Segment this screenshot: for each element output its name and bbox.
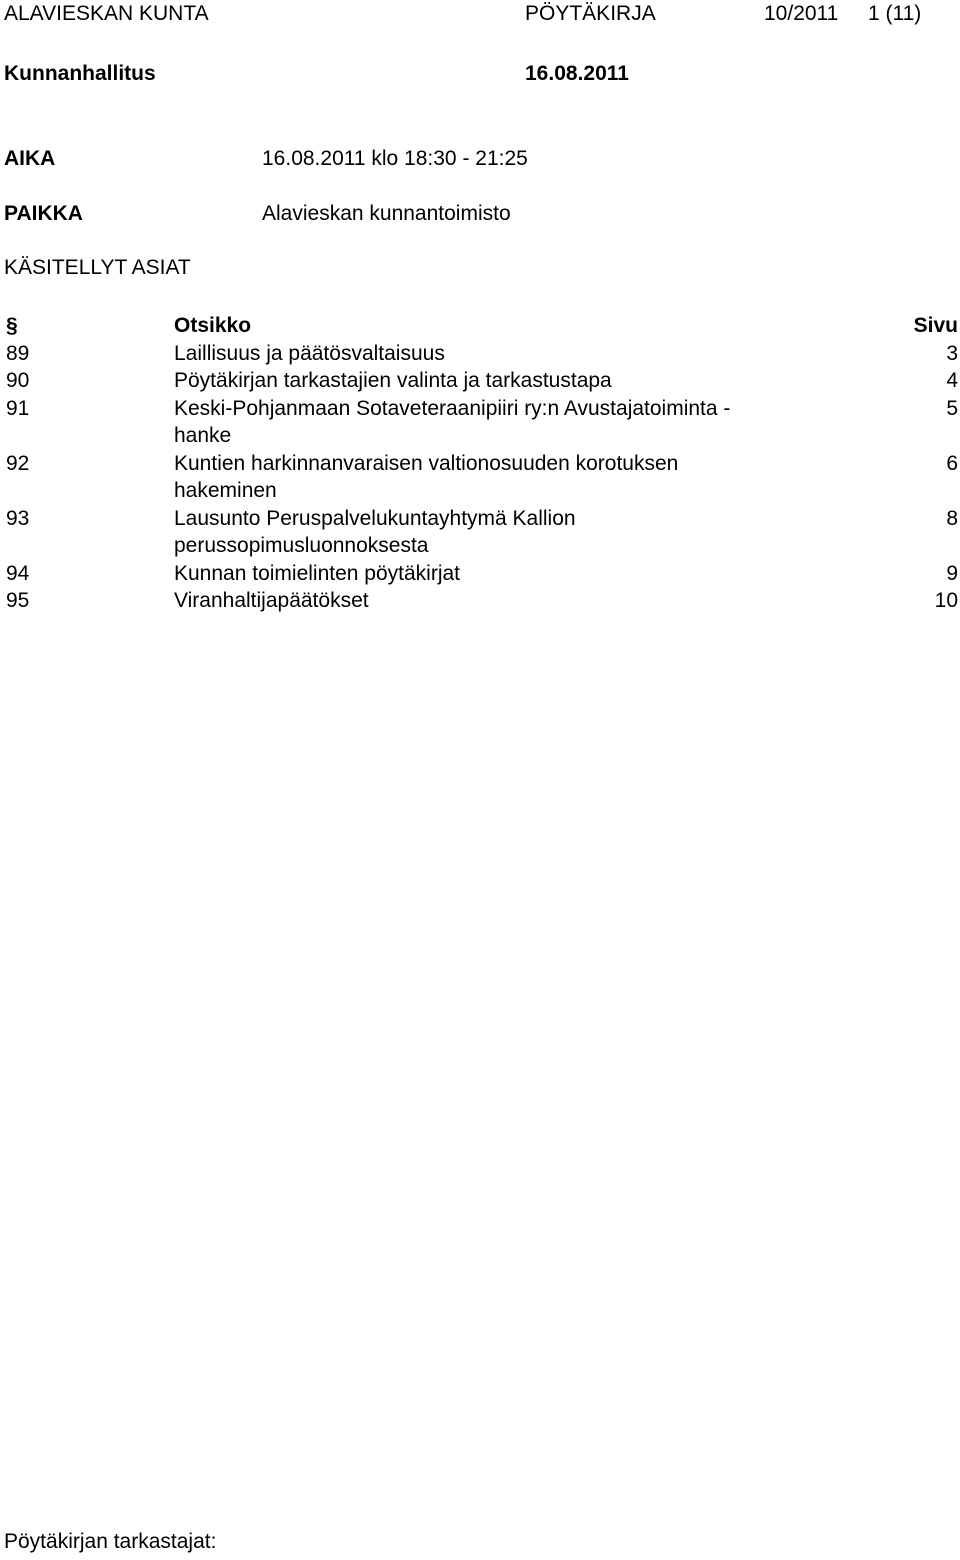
agenda-item-title: Kunnan toimielinten pöytäkirjat bbox=[174, 561, 461, 585]
agenda-list bbox=[0, 312, 960, 615]
agenda-item-number: 94 bbox=[6, 561, 30, 585]
page-column-header: Sivu bbox=[913, 314, 958, 337]
inspectors-label: Pöytäkirjan tarkastajat: bbox=[4, 1530, 217, 1553]
agenda-item-page: 4 bbox=[946, 369, 958, 392]
agenda-item-number: 91 bbox=[6, 396, 30, 420]
agenda-item bbox=[0, 340, 960, 368]
page-info: 1 (11) bbox=[868, 2, 922, 25]
agenda-item bbox=[0, 367, 960, 395]
agenda-item-title: Kuntien harkinnanvaraisen valtionosuuden korotuksen hakeminen bbox=[174, 451, 679, 502]
agenda-item-title: Keski-Pohjanmaan Sotaveteraanipiiri ry:n Avustajatoiminta -hanke bbox=[174, 396, 731, 447]
agenda-item-number: 90 bbox=[6, 369, 30, 392]
agenda-item-page: 10 bbox=[934, 589, 958, 612]
agenda-item-page: 3 bbox=[946, 341, 958, 365]
section-title: KÄSITELLYT ASIAT bbox=[4, 256, 191, 279]
agenda-item-page: 6 bbox=[946, 451, 958, 475]
time-value: 16.08.2011 klo 18:30 - 21:25 bbox=[262, 147, 528, 170]
agenda-item bbox=[0, 450, 960, 505]
agenda-item bbox=[0, 395, 960, 450]
body-name: Kunnanhallitus bbox=[4, 62, 156, 85]
agenda-item-number: 92 bbox=[6, 451, 30, 475]
title-column-header: Otsikko bbox=[174, 314, 252, 337]
agenda-item-page: 9 bbox=[946, 561, 958, 585]
place-label: PAIKKA bbox=[4, 202, 83, 225]
meeting-date: 16.08.2011 bbox=[525, 62, 629, 85]
agenda-item-title: Pöytäkirjan tarkastajien valinta ja tarkastustapa bbox=[174, 369, 612, 392]
document-type: PÖYTÄKIRJA bbox=[525, 2, 656, 25]
agenda-items bbox=[0, 340, 960, 615]
agenda-item-title: Lausunto Peruspalvelukuntayhtymä Kallion perussopimusluonnoksesta bbox=[174, 506, 576, 557]
agenda-item bbox=[0, 587, 960, 615]
agenda-item-number: 95 bbox=[6, 589, 30, 612]
agenda-item-page: 5 bbox=[946, 396, 958, 420]
document-number: 10/2011 bbox=[764, 2, 839, 25]
place-value: Alavieskan kunnantoimisto bbox=[262, 202, 511, 225]
municipality-name: ALAVIESKAN KUNTA bbox=[4, 2, 209, 25]
agenda-item-number: 93 bbox=[6, 506, 30, 530]
agenda-item-page: 8 bbox=[946, 506, 958, 530]
agenda-item-title: Viranhaltijapäätökset bbox=[174, 589, 369, 612]
time-label: AIKA bbox=[4, 147, 56, 170]
agenda-item-title: Laillisuus ja päätösvaltaisuus bbox=[174, 341, 445, 365]
agenda-item bbox=[0, 505, 960, 560]
section-symbol: § bbox=[6, 314, 18, 337]
agenda-header-row bbox=[0, 312, 960, 340]
agenda-item bbox=[0, 560, 960, 588]
agenda-item-number: 89 bbox=[6, 341, 30, 365]
